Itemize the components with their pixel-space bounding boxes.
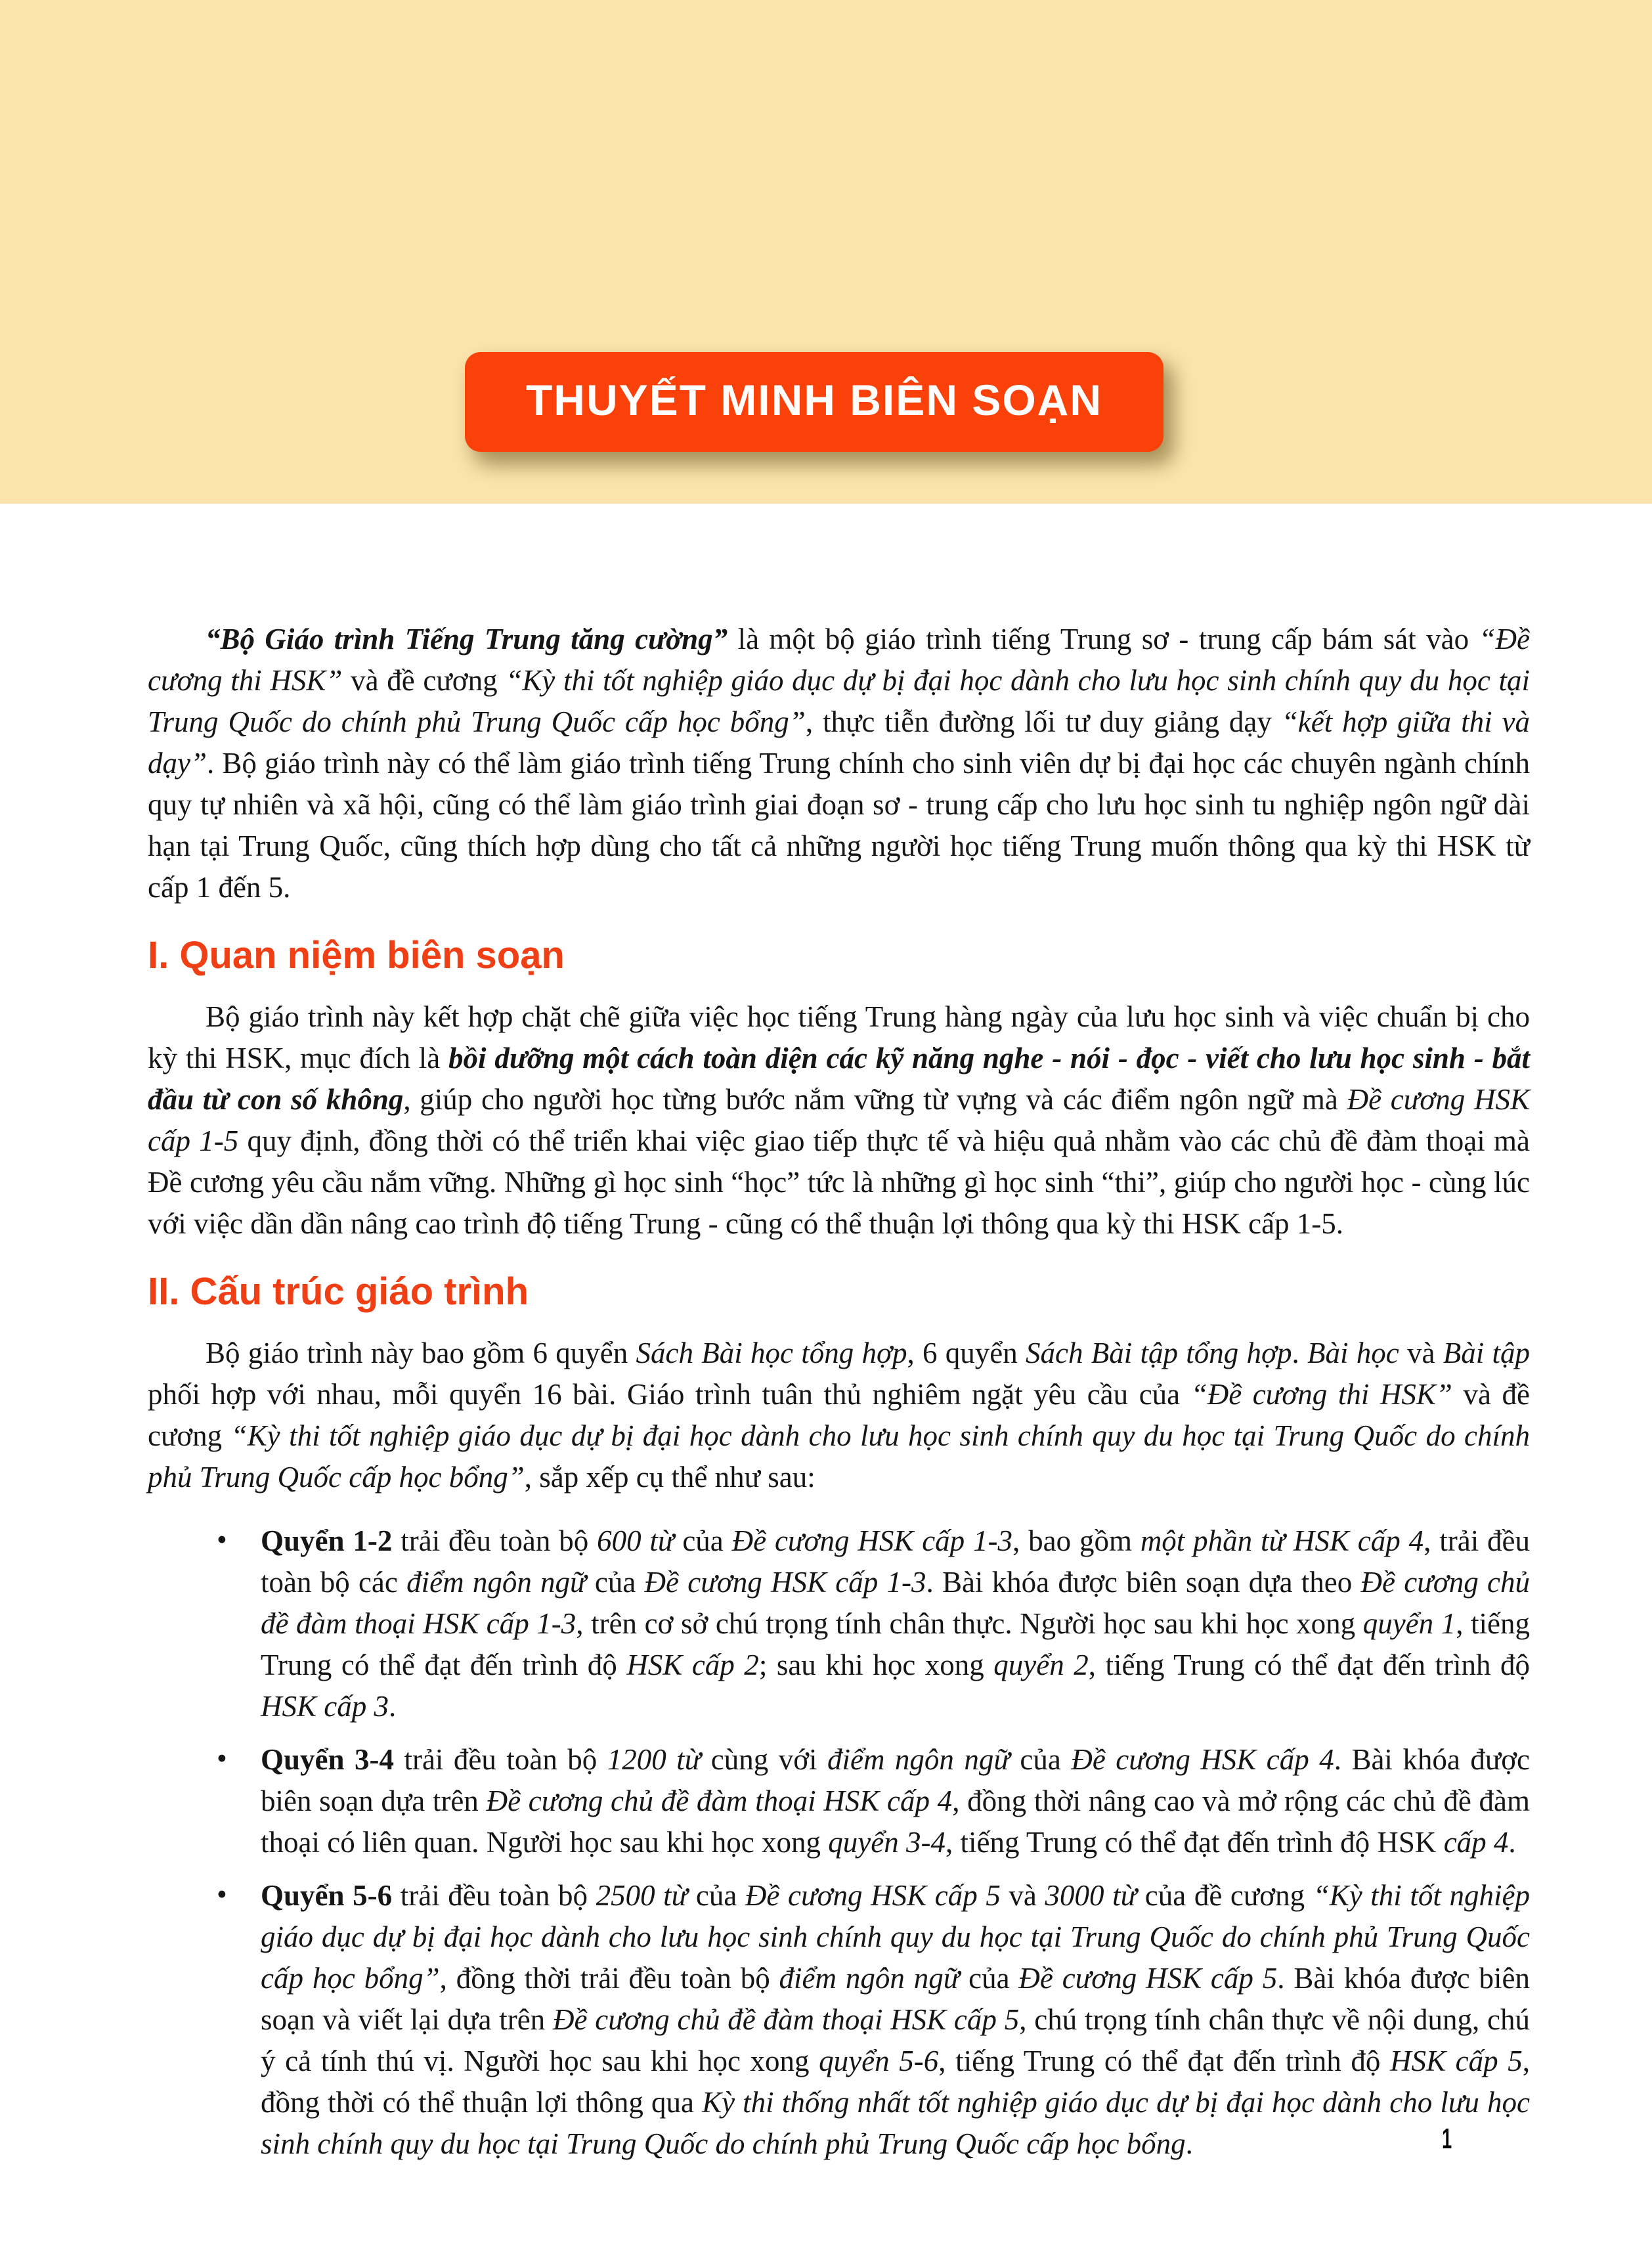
list-item-volume-5-6 [217, 1875, 1530, 2165]
section-heading-2: II. Cấu trúc giáo trình [148, 1270, 529, 1313]
section-heading-1: I. Quan niệm biên soạn [148, 934, 565, 977]
intro-paragraph: “Bộ Giáo trình Tiếng Trung tăng cường” là một bộ giáo trình tiếng Trung sơ - trung cấp bám sát vào “Đề cương thi HSK” và đề cương “Kỳ thi tốt nghiệp giáo dục dự bị đại học dành cho lưu học sinh chính quy du học tại Trung Quốc do chính phủ Trung Quốc cấp học bổng”, thực tiễn đường lối tư duy giảng dạy “kết hợp giữa thi và dạy”. Bộ giáo trình này có thể làm giáo trình tiếng Trung chính cho sinh viên dự bị đại học các chuyên ngành chính quy tự nhiên và xã hội, cũng có thể làm giáo trình giai đoạn sơ - trung cấp cho lưu học sinh tu nghiệp ngôn ngữ dài hạn tại Trung Quốc, cũng thích hợp dùng cho tất cả những người học tiếng Trung muốn thông qua kỳ thi HSK từ cấp 1 đến 5. [148, 623, 1531, 904]
bullet-icon: • [217, 1878, 227, 1911]
bullet-icon: • [217, 1742, 227, 1775]
volume-list [217, 1520, 1530, 2165]
page-title: THUYẾT MINH BIÊN SOẠN [525, 376, 1103, 424]
page-number: 1 [1442, 2123, 1452, 2155]
list-item-text: Quyển 1-2 trải đều toàn bộ 600 từ của Đề cương HSK cấp 1-3, bao gồm một phần từ HSK cấp 4, trải đều toàn bộ các điểm ngôn ngữ của Đề cương HSK cấp 1-3. Bài khóa được biên soạn dựa theo Đề cương chủ đề đàm thoại HSK cấp 1-3, trên cơ sở chú trọng tính chân thực. Người học sau khi học xong quyển 1, tiếng Trung có thể đạt đến trình độ HSK cấp 2; sau khi học xong quyển 2, tiếng Trung có thể đạt đến trình độ HSK cấp 3. [261, 1524, 1531, 1723]
list-item-text: Quyển 5-6 trải đều toàn bộ 2500 từ của Đề cương HSK cấp 5 và 3000 từ của đề cương “Kỳ thi tốt nghiệp giáo dục dự bị đại học dành cho lưu học sinh chính quy du học tại Trung Quốc do chính phủ Trung Quốc cấp học bổng”, đồng thời trải đều toàn bộ điểm ngôn ngữ của Đề cương HSK cấp 5. Bài khóa được biên soạn và viết lại dựa trên Đề cương chủ đề đàm thoại HSK cấp 5, chú trọng tính chân thực về nội dung, chú ý cả tính thú vị. Người học sau khi học xong quyển 5-6, tiếng Trung có thể đạt đến trình độ HSK cấp 5, đồng thời có thể thuận lợi thông qua Kỳ thi thống nhất tốt nghiệp giáo dục dự bị đại học dành cho lưu học sinh chính quy du học tại Trung Quốc do chính phủ Trung Quốc cấp học bổng. [261, 1879, 1531, 2160]
list-item-text: Quyển 3-4 trải đều toàn bộ 1200 từ cùng với điểm ngôn ngữ của Đề cương HSK cấp 4. Bài khóa được biên soạn dựa trên Đề cương chủ đề đàm thoại HSK cấp 4, đồng thời nâng cao và mở rộng các chủ đề đàm thoại có liên quan. Người học sau khi học xong quyển 3-4, tiếng Trung có thể đạt đến trình độ HSK cấp 4. [261, 1743, 1531, 1859]
bullet-icon: • [217, 1523, 227, 1556]
list-item-volume-1-2 [217, 1520, 1530, 1727]
section-1-paragraph: Bộ giáo trình này kết hợp chặt chẽ giữa việc học tiếng Trung hàng ngày của lưu học sinh và việc chuẩn bị cho kỳ thi HSK, mục đích là bồi dưỡng một cách toàn diện các kỹ năng nghe - nói - đọc - viết cho lưu học sinh - bắt đầu từ con số không, giúp cho người học từng bước nắm vững từ vựng và các điểm ngôn ngữ mà Đề cương HSK cấp 1-5 quy định, đồng thời có thể triển khai việc giao tiếp thực tế và hiệu quả nhằm vào các chủ đề đàm thoại mà Đề cương yêu cầu nắm vững. Những gì học sinh “học” tức là những gì học sinh “thi”, giúp cho người học - cùng lúc với việc dần dần nâng cao trình độ tiếng Trung - cũng có thể thuận lợi thông qua kỳ thi HSK cấp 1-5. [148, 1000, 1530, 1240]
page-title-banner [465, 352, 1163, 452]
section-2-paragraph: Bộ giáo trình này bao gồm 6 quyển Sách Bài học tổng hợp, 6 quyển Sách Bài tập tổng hợp. Bài học và Bài tập phối hợp với nhau, mỗi quyển 16 bài. Giáo trình tuân thủ nghiêm ngặt yêu cầu của “Đề cương thi HSK” và đề cương “Kỳ thi tốt nghiệp giáo dục dự bị đại học dành cho lưu học sinh chính quy du học tại Trung Quốc do chính phủ Trung Quốc cấp học bổng”, sắp xếp cụ thể như sau: [148, 1337, 1531, 1494]
list-item-volume-3-4 [217, 1739, 1530, 1863]
body-content [148, 619, 1530, 2177]
